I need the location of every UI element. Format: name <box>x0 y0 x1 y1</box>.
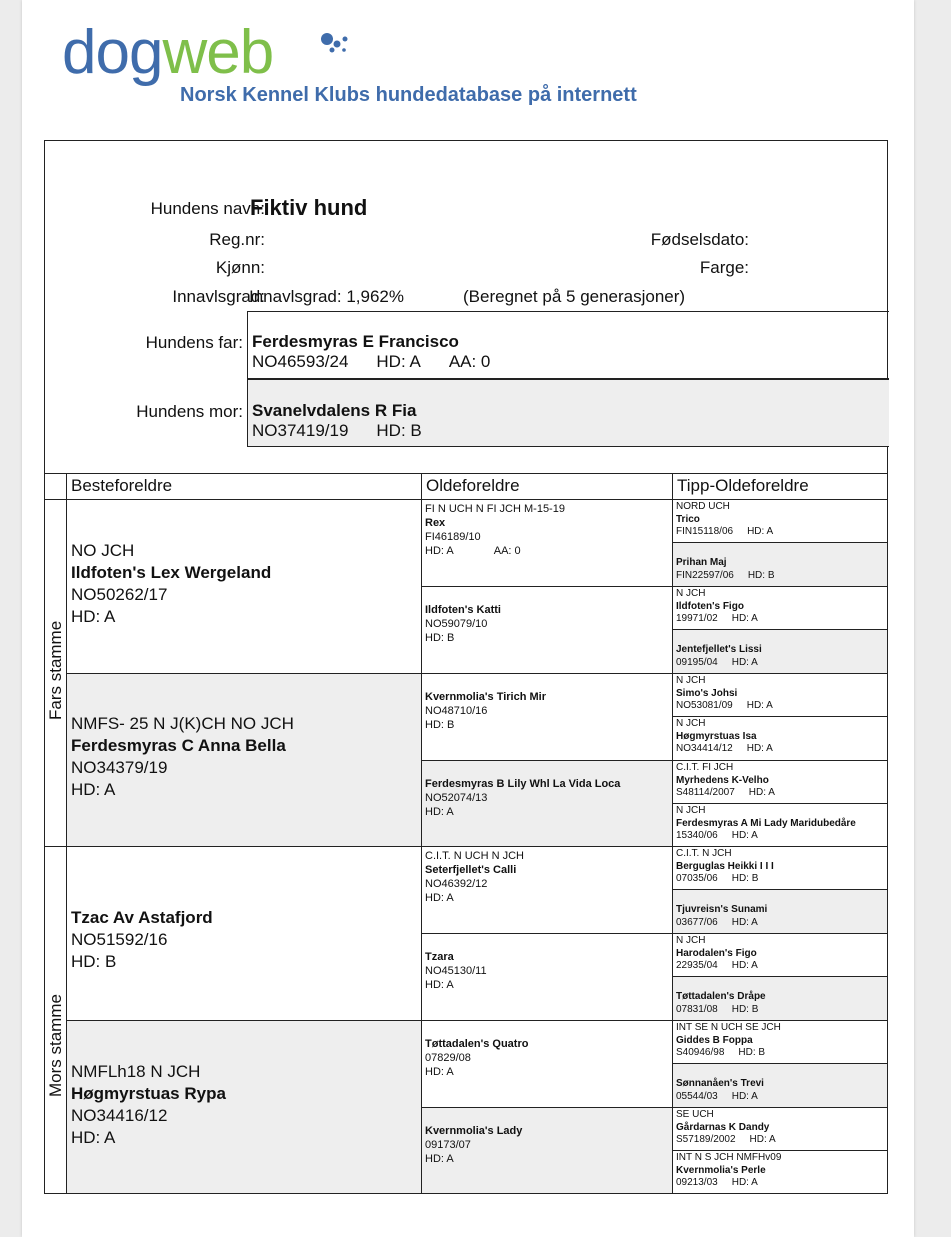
ggg-4-name: Jentefjellet's Lissi <box>676 644 762 655</box>
grandparent-4-title: NMFLh18 N JCH <box>71 1062 201 1081</box>
great-grandparent-4 <box>422 760 673 846</box>
great-great-grandparent-13 <box>673 1020 887 1063</box>
ggg-14-hd: HD: A <box>731 1090 758 1102</box>
ggg-8-title: N JCH <box>676 805 706 816</box>
ggg-14-name: Sønnanåen's Trevi <box>676 1078 764 1089</box>
ggg-13-title: INT SE N UCH SE JCH <box>676 1022 781 1033</box>
sire-box <box>247 311 889 379</box>
great-great-grandparent-15 <box>673 1107 887 1150</box>
ggg-10-reg: 03677/06 <box>676 916 718 928</box>
side-mother-label: Mors stamme <box>46 994 65 1097</box>
great-great-grandparent-7 <box>673 760 887 803</box>
logo-dog-text: dog <box>62 18 163 87</box>
header-grandparents: Besteforeldre <box>67 473 422 499</box>
ggg-9-info <box>676 873 887 886</box>
grandparent-1-reg: NO50262/17 <box>71 585 168 604</box>
grandparent-2-hd: HD: A <box>71 780 116 799</box>
grandparent-1 <box>67 499 422 673</box>
great-grandparent-7-reg: 07829/08 <box>425 1052 471 1064</box>
logo-web-text: web <box>162 18 274 87</box>
ggg-7-title: C.I.T. FI JCH <box>676 762 734 773</box>
inbreeding-label: Innavlsgrad: <box>172 287 265 306</box>
ggg-6-info <box>676 743 887 756</box>
ggg-15-info <box>676 1134 887 1147</box>
ggg-3-hd: HD: A <box>731 613 758 624</box>
ggg-5-name: Simo's Johsi <box>676 687 738 699</box>
great-great-grandparent-6 <box>673 716 887 760</box>
great-grandparent-3-name: Kvernmolia's Tirich Mir <box>425 691 547 703</box>
grandparent-1-hd: HD: A <box>71 607 116 626</box>
ggg-11-info <box>676 960 887 973</box>
ggg-9-hd: HD: B <box>731 873 759 884</box>
sire-info <box>252 352 889 372</box>
ggg-5-title: N JCH <box>676 675 706 686</box>
logo-wordmark <box>62 18 274 87</box>
ggg-10-info <box>676 917 887 930</box>
great-great-grandparent-9 <box>673 846 887 889</box>
great-great-grandparent-5 <box>673 673 887 716</box>
great-grandparent-2-reg: NO59079/10 <box>425 618 488 630</box>
great-grandparent-4-name: Ferdesmyras B Lily Whl La Vida Loca <box>425 778 621 790</box>
great-grandparent-5-hd: HD: A <box>425 892 454 904</box>
header-great-great-grandparents: Tipp-Oldeforeldre <box>673 473 887 499</box>
great-grandparent-6-reg: NO45130/11 <box>425 965 487 977</box>
ggg-8-reg: 15340/06 <box>676 830 718 841</box>
great-grandparent-8-reg: 09173/07 <box>425 1139 471 1151</box>
ggg-15-name: Gårdarnas K Dandy <box>676 1121 770 1133</box>
ggg-2-hd: HD: B <box>747 569 775 581</box>
great-great-grandparent-10 <box>673 889 887 933</box>
ggg-2-name: Prihan Maj <box>676 557 727 568</box>
ggg-4-info <box>676 657 887 670</box>
grandparent-2-title: NMFS- 25 N J(K)CH NO JCH <box>71 714 294 733</box>
great-great-grandparent-11 <box>673 933 887 976</box>
great-grandparent-7-name: Tøttadalen's Quatro <box>425 1038 529 1050</box>
grandparent-2-name: Ferdesmyras C Anna Bella <box>71 736 286 755</box>
pedigree-document <box>22 0 914 1237</box>
sire-name: Ferdesmyras E Francisco <box>252 332 459 351</box>
great-great-grandparent-14 <box>673 1063 887 1107</box>
ggg-13-reg: S40946/98 <box>676 1047 725 1058</box>
great-grandparent-1-hd: HD: A <box>425 545 454 557</box>
great-grandparent-1-health <box>425 544 672 558</box>
ggg-13-name: Giddes B Foppa <box>676 1034 753 1046</box>
great-grandparent-5 <box>422 846 673 933</box>
ggg-14-reg: 05544/03 <box>676 1090 718 1102</box>
ggg-11-reg: 22935/04 <box>676 960 718 971</box>
ggg-13-hd: HD: B <box>738 1047 766 1058</box>
ggg-6-hd: HD: A <box>746 743 773 754</box>
grandparent-4-hd: HD: A <box>71 1128 116 1147</box>
ggg-16-hd: HD: A <box>731 1177 758 1188</box>
ggg-16-reg: 09213/03 <box>676 1177 718 1188</box>
great-grandparent-8 <box>422 1107 673 1193</box>
great-great-grandparent-4 <box>673 629 887 673</box>
great-great-grandparent-2 <box>673 542 887 586</box>
sire-reg: NO46593/24 <box>252 352 349 371</box>
great-grandparent-1-name: Rex <box>425 517 446 529</box>
ggg-3-name: Ildfoten's Figo <box>676 600 744 612</box>
regnr-label: Reg.nr: <box>209 230 265 249</box>
great-grandparent-2-name: Ildfoten's Katti <box>425 604 501 616</box>
great-grandparent-1-reg: FI46189/10 <box>425 531 481 543</box>
great-grandparent-4-hd: HD: A <box>425 806 454 818</box>
logo-subtitle: Norsk Kennel Klubs hundedatabase på internett <box>180 84 637 106</box>
ggg-2-reg: FIN22597/06 <box>676 569 734 581</box>
great-grandparent-6-hd: HD: A <box>425 979 454 991</box>
ggg-3-reg: 19971/02 <box>676 613 718 624</box>
color-label: Farge: <box>699 258 749 277</box>
ggg-16-title: INT N S JCH NMFHv09 <box>676 1152 782 1163</box>
great-great-grandparent-12 <box>673 976 887 1020</box>
inbreeding-value: Innavlsgrad: 1,962% <box>249 287 404 306</box>
ggg-5-hd: HD: A <box>746 700 773 711</box>
ggg-5-reg: NO53081/09 <box>676 700 733 711</box>
great-grandparent-2-hd: HD: B <box>425 632 455 644</box>
dogweb-logo[interactable] <box>62 18 637 106</box>
ggg-7-info <box>676 787 887 800</box>
great-grandparent-6-name: Tzara <box>425 951 454 963</box>
ggg-7-hd: HD: A <box>748 787 775 798</box>
header-great-grandparents: Oldeforeldre <box>422 473 673 499</box>
great-grandparent-1-title: FI N UCH N FI JCH M-15-19 <box>425 503 565 515</box>
dog-name-label: Hundens navn: <box>150 199 265 218</box>
grandparent-3 <box>67 846 422 1020</box>
sire-aa: AA: 0 <box>448 352 491 371</box>
ggg-1-title: NORD UCH <box>676 501 730 512</box>
ggg-15-hd: HD: A <box>749 1134 776 1145</box>
ggg-3-title: N JCH <box>676 588 706 599</box>
great-grandparent-3-hd: HD: B <box>425 719 455 731</box>
sex-label: Kjønn: <box>215 258 265 277</box>
ggg-15-title: SE UCH <box>676 1109 714 1120</box>
ggg-11-name: Harodalen's Figo <box>676 947 757 959</box>
ggg-10-hd: HD: A <box>731 916 758 928</box>
grandparent-1-name: Ildfoten's Lex Wergeland <box>71 563 272 582</box>
ggg-12-reg: 07831/08 <box>676 1003 718 1015</box>
logo-dots-icon <box>318 30 358 60</box>
dam-reg: NO37419/19 <box>252 421 349 440</box>
dog-name: Fiktiv hund <box>250 195 368 220</box>
grandparent-2-reg: NO34379/19 <box>71 758 168 777</box>
great-grandparent-8-name: Kvernmolia's Lady <box>425 1125 523 1137</box>
ggg-6-reg: NO34414/12 <box>676 743 733 754</box>
ggg-16-info <box>676 1177 887 1190</box>
great-grandparent-4-reg: NO52074/13 <box>425 792 488 804</box>
ggg-15-reg: S57189/2002 <box>676 1134 736 1145</box>
ggg-5-info <box>676 700 887 713</box>
grandparent-4 <box>67 1020 422 1193</box>
ggg-7-name: Myrhedens K-Velho <box>676 774 769 786</box>
ggg-1-reg: FIN15118/06 <box>676 526 734 537</box>
ggg-6-title: N JCH <box>676 718 706 729</box>
ggg-9-name: Berguglas Heikki I I I <box>676 860 774 872</box>
grandparent-2 <box>67 673 422 846</box>
great-grandparent-5-reg: NO46392/12 <box>425 878 488 890</box>
grandparent-1-title: NO JCH <box>71 541 135 560</box>
pedigree-grid <box>45 473 887 1193</box>
great-grandparent-1 <box>422 499 673 586</box>
inbreeding-note: (Beregnet på 5 generasjoner) <box>463 287 686 306</box>
ggg-12-name: Tøttadalen's Dråpe <box>676 991 766 1002</box>
ggg-11-title: N JCH <box>676 935 706 946</box>
grandparent-4-reg: NO34416/12 <box>71 1106 168 1125</box>
dam-label: Hundens mor: <box>136 402 243 421</box>
ggg-11-hd: HD: A <box>731 960 758 971</box>
great-grandparent-3 <box>422 673 673 760</box>
ggg-12-hd: HD: B <box>731 1003 759 1015</box>
great-grandparent-3-reg: NO48710/16 <box>425 705 488 717</box>
great-great-grandparent-8 <box>673 803 887 846</box>
dam-name: Svanelvdalens R Fia <box>252 401 417 420</box>
ggg-9-reg: 07035/06 <box>676 873 718 884</box>
ggg-13-info <box>676 1047 887 1060</box>
grandparent-3-hd: HD: B <box>71 952 117 971</box>
ggg-1-info <box>676 526 887 539</box>
header-corner <box>45 473 67 499</box>
grandparent-4-name: Høgmyrstuas Rypa <box>71 1084 226 1103</box>
birthdate-label: Fødselsdato: <box>650 230 749 249</box>
ggg-4-hd: HD: A <box>731 656 758 668</box>
ggg-1-name: Trico <box>676 513 700 525</box>
grandparent-3-name: Tzac Av Astafjord <box>71 908 213 927</box>
ggg-7-reg: S48114/2007 <box>676 787 735 798</box>
great-grandparent-6 <box>422 933 673 1020</box>
ggg-12-info <box>676 1004 887 1017</box>
ggg-16-name: Kvernmolia's Perle <box>676 1164 766 1176</box>
great-grandparent-1-aa: AA: 0 <box>493 545 521 557</box>
dam-hd: HD: B <box>376 421 422 440</box>
ggg-9-title: C.I.T. N JCH <box>676 848 732 859</box>
ggg-14-info <box>676 1091 887 1104</box>
great-grandparent-5-title: C.I.T. N UCH N JCH <box>425 850 524 862</box>
great-great-grandparent-3 <box>673 586 887 629</box>
ggg-10-name: Tjuvreisn's Sunami <box>676 904 768 915</box>
side-father-label: Fars stamme <box>46 620 65 720</box>
great-grandparent-7-hd: HD: A <box>425 1066 454 1078</box>
great-grandparent-2 <box>422 586 673 673</box>
ggg-2-info <box>676 570 887 583</box>
grandparent-3-reg: NO51592/16 <box>71 930 168 949</box>
ggg-6-name: Høgmyrstuas Isa <box>676 730 757 742</box>
sire-label: Hundens far: <box>145 333 243 352</box>
great-grandparent-5-name: Seterfjellet's Calli <box>425 864 517 876</box>
side-mother <box>45 846 67 1193</box>
ggg-8-info <box>676 830 887 843</box>
sire-hd: HD: A <box>376 352 421 371</box>
ggg-8-hd: HD: A <box>731 830 758 841</box>
great-great-grandparent-1 <box>673 499 887 542</box>
ggg-3-info <box>676 613 887 626</box>
great-great-grandparent-16 <box>673 1150 887 1193</box>
ggg-1-hd: HD: A <box>747 526 774 537</box>
dam-box <box>247 379 889 447</box>
ggg-8-name: Ferdesmyras A Mi Lady Maridubedåre <box>676 817 856 829</box>
dam-info <box>252 421 889 441</box>
great-grandparent-7 <box>422 1020 673 1107</box>
pedigree-frame <box>44 140 888 1194</box>
great-grandparent-8-hd: HD: A <box>425 1153 454 1165</box>
side-father <box>45 499 67 846</box>
ggg-4-reg: 09195/04 <box>676 656 718 668</box>
